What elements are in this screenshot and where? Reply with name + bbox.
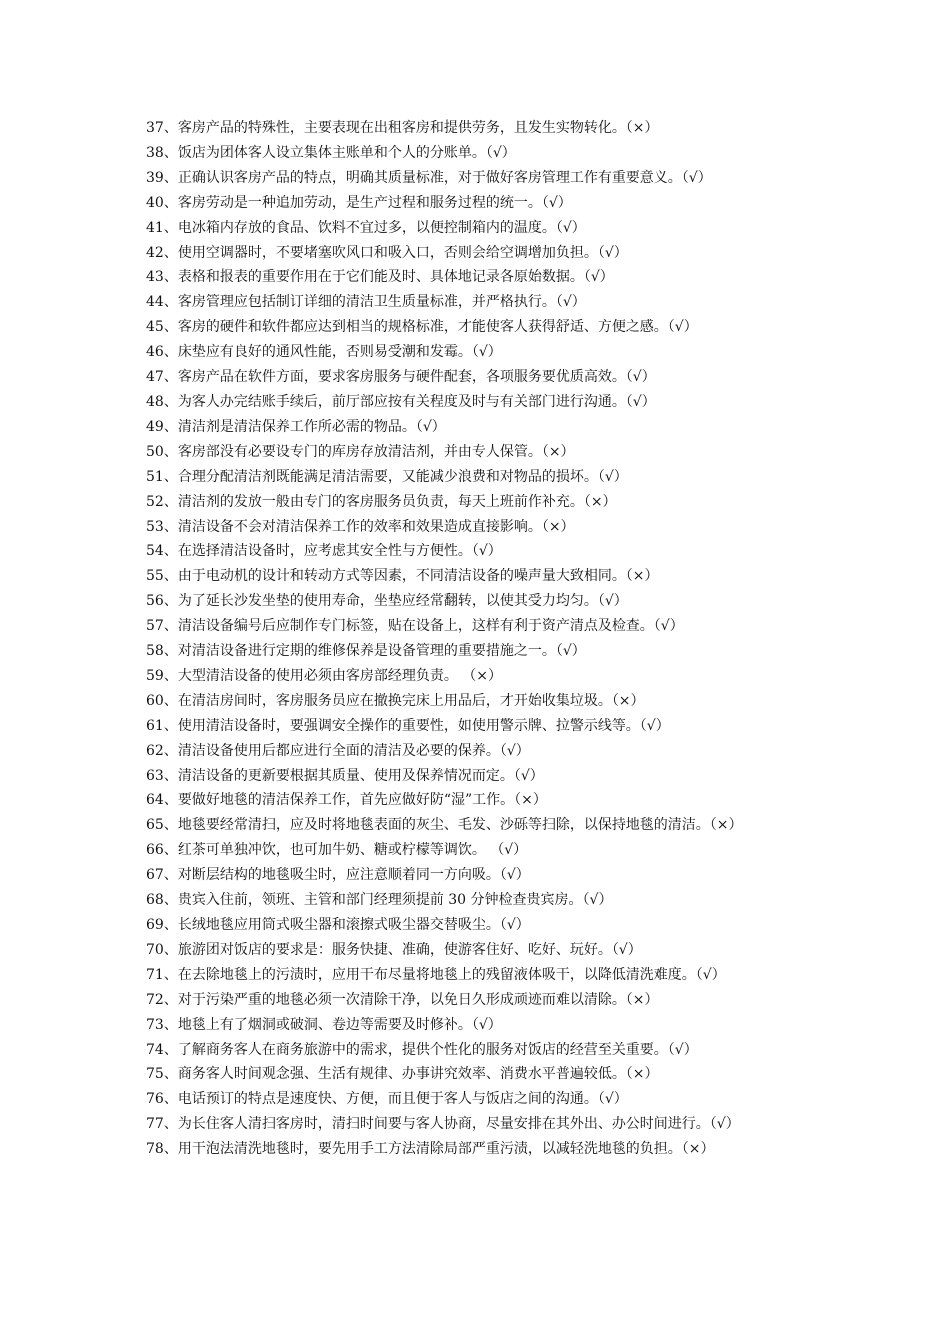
list-item: 74、了解商务客人在商务旅游中的需求，提供个性化的服务对饭店的经营至关重要。（√） bbox=[146, 1041, 698, 1058]
list-item: 71、在去除地毯上的污渍时，应用干布尽量将地毯上的残留液体吸干，以降低清洗难度。（√） bbox=[146, 966, 726, 983]
list-item: 65、地毯要经常清扫，应及时将地毯表面的灰尘、毛发、沙砾等扫除，以保持地毯的清洁。（×） bbox=[146, 817, 743, 834]
list-item: 78、用干泡法清洗地毯时，要先用手工方法清除局部严重污渍，以减轻洗地毯的负担。（×） bbox=[146, 1141, 715, 1158]
question-list bbox=[146, 116, 812, 1162]
list-item: 53、清洁设备不会对清洁保养工作的效率和效果造成直接影响。（×） bbox=[146, 518, 575, 535]
list-item: 58、对清洁设备进行定期的维修保养是设备管理的重要措施之一。（√） bbox=[146, 643, 586, 660]
list-item: 49、清洁剂是清洁保养工作所必需的物品。（√） bbox=[146, 418, 446, 435]
list-item: 72、对于污染严重的地毯必须一次清除干净，以免日久形成顽迹而难以清除。（×） bbox=[146, 991, 659, 1008]
list-item: 37、客房产品的特殊性，主要表现在出租客房和提供劳务，且发生实物转化。（×） bbox=[146, 120, 659, 136]
list-item: 67、对断层结构的地毯吸尘时，应注意顺着同一方向吸。（√） bbox=[146, 867, 530, 884]
list-item: 66、红茶可单独冲饮，也可加牛奶、糖或柠檬等调饮。 （√） bbox=[146, 842, 528, 859]
list-item: 70、旅游团对饭店的要求是：服务快捷、准确，使游客住好、吃好、玩好。（√） bbox=[146, 941, 642, 958]
list-item: 56、为了延长沙发坐垫的使用寿命，坐垫应经常翻转，以使其受力均匀。（√） bbox=[146, 593, 628, 610]
list-item: 51、合理分配清洁剂既能满足清洁需要，又能减少浪费和对物品的损坏。（√） bbox=[146, 468, 628, 485]
list-item: 62、清洁设备使用后都应进行全面的清洁及必要的保养。（√） bbox=[146, 742, 530, 759]
list-item: 40、客房劳动是一种追加劳动，是生产过程和服务过程的统一。（√） bbox=[146, 194, 572, 211]
list-item: 43、表格和报表的重要作用在于它们能及时、具体地记录各原始数据。（√） bbox=[146, 269, 614, 286]
list-item: 68、贵宾入住前，领班、主管和部门经理须提前 30 分钟检查贵宾房。（√） bbox=[146, 892, 613, 909]
list-item: 42、使用空调器时，不要堵塞吹风口和吸入口，否则会给空调增加负担。（√） bbox=[146, 244, 628, 261]
list-item: 75、商务客人时间观念强、生活有规律、办事讲究效率、消费水平普遍较低。（×） bbox=[146, 1066, 659, 1083]
list-item: 77、为长住客人清扫客房时，清扫时间要与客人协商，尽量安排在其外出、办公时间进行。（√） bbox=[146, 1116, 740, 1133]
list-item: 50、客房部没有必要设专门的库房存放清洁剂，并由专人保管。（×） bbox=[146, 443, 575, 460]
list-item: 46、床垫应有良好的通风性能，否则易受潮和发霉。（√） bbox=[146, 344, 502, 361]
list-item: 44、客房管理应包括制订详细的清洁卫生质量标准，并严格执行。（√） bbox=[146, 294, 586, 311]
list-item: 55、由于电动机的设计和转动方式等因素，不同清洁设备的噪声量大致相同。（×） bbox=[146, 568, 659, 585]
list-item: 60、在清洁房间时，客房服务员应在撤换完床上用品后，才开始收集垃圾。（×） bbox=[146, 692, 645, 709]
list-item: 63、清洁设备的更新要根据其质量、使用及保养情况而定。（√） bbox=[146, 767, 544, 784]
list-item: 41、电冰箱内存放的食品、饮料不宜过多，以便控制箱内的温度。（√） bbox=[146, 219, 586, 236]
list-item: 69、长绒地毯应用筒式吸尘器和滚擦式吸尘器交替吸尘。（√） bbox=[146, 917, 530, 933]
list-item: 38、饭店为团体客人设立集体主账单和个人的分账单。（√） bbox=[146, 144, 516, 161]
list-item: 64、要做好地毯的清洁保养工作，首先应做好防“湿”工作。（×） bbox=[146, 792, 547, 809]
list-item: 52、清洁剂的发放一般由专门的客房服务员负责，每天上班前作补充。（×） bbox=[146, 493, 617, 510]
list-item: 59、大型清洁设备的使用必须由客房部经理负责。 （×） bbox=[146, 667, 502, 684]
list-item: 76、电话预订的特点是速度快、方便，而且便于客人与饭店之间的沟通。（√） bbox=[146, 1091, 628, 1108]
list-item: 54、在选择清洁设备时，应考虑其安全性与方便性。（√） bbox=[146, 543, 502, 560]
list-item: 39、正确认识客房产品的特点，明确其质量标准，对于做好客房管理工作有重要意义。（√） bbox=[146, 169, 712, 186]
list-item: 47、客房产品在软件方面，要求客房服务与硬件配套，各项服务要优质高效。（√） bbox=[146, 369, 656, 386]
list-item: 73、地毯上有了烟洞或破洞、卷边等需要及时修补。（√） bbox=[146, 1016, 502, 1033]
list-item: 57、清洁设备编号后应制作专门标签，贴在设备上，这样有利于资产清点及检查。（√） bbox=[146, 618, 684, 635]
list-item: 61、使用清洁设备时，要强调安全操作的重要性，如使用警示牌、拉警示线等。（√） bbox=[146, 717, 670, 734]
list-item: 45、客房的硬件和软件都应达到相当的规格标准，才能使客人获得舒适、方便之感。（√） bbox=[146, 319, 698, 336]
list-item: 48、为客人办完结账手续后，前厅部应按有关程度及时与有关部门进行沟通。（√） bbox=[146, 393, 656, 410]
